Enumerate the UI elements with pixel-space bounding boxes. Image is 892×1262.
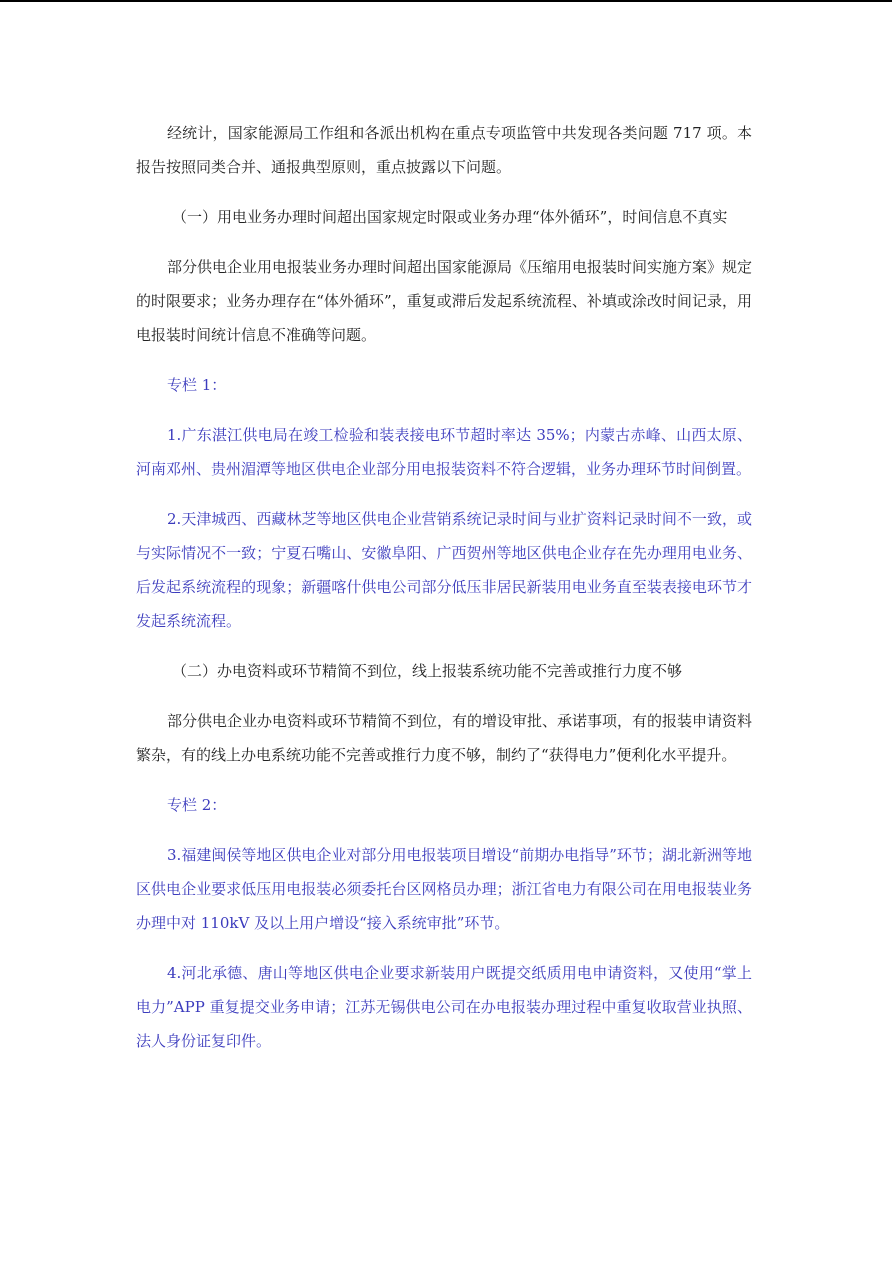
column-label-1: 专栏 1： — [167, 376, 227, 394]
column-item-3: 3.福建闽侯等地区供电企业对部分用电报装项目增设“前期办电指导”环节；湖北新洲等地区供电企业要求低压用电报装必须委托台区网格员办理；浙江省电力有限公司在用电报装业务办理中对 110kV 及以上用户增设“接入系统审批”环节。 — [136, 846, 752, 932]
column-item-1: 1.广东湛江供电局在竣工检验和装表接电环节超时率达 35%；内蒙古赤峰、山西太原、河南邓州、贵州湄潭等地区供电企业部分用电报装资料不符合逻辑，业务办理环节时间倒置。 — [136, 426, 752, 478]
section-heading-1: （一）用电业务办理时间超出国家规定时限或业务办理“体外循环”，时间信息不真实 — [172, 208, 728, 226]
column-label-2: 专栏 2： — [167, 796, 227, 814]
top-border-line — [0, 0, 892, 2]
paragraph-summary: 经统计，国家能源局工作组和各派出机构在重点专项监管中共发现各类问题 717 项。本报告按照同类合并、通报典型原则，重点披露以下问题。 — [136, 124, 752, 176]
paragraph-section-2: 部分供电企业办电资料或环节精简不到位，有的增设审批、承诺事项，有的报装申请资料繁杂，有的线上办电系统功能不完善或推行力度不够，制约了“获得电力”便利化水平提升。 — [136, 712, 753, 764]
section-heading-2: （二）办电资料或环节精简不到位，线上报装系统功能不完善或推行力度不够 — [172, 662, 683, 680]
paragraph-section-1: 部分供电企业用电报装业务办理时间超出国家能源局《压缩用电报装时间实施方案》规定的时限要求；业务办理存在“体外循环”，重复或滞后发起系统流程、补填或涂改时间记录，用电报装时间统计信息不准确等问题。 — [136, 258, 753, 344]
column-item-2: 2.天津城西、西藏林芝等地区供电企业营销系统记录时间与业扩资料记录时间不一致，或与实际情况不一致；宁夏石嘴山、安徽阜阳、广西贺州等地区供电企业存在先办理用电业务、后发起系统流程的现象；新疆喀什供电公司部分低压非居民新装用电业务直至装表接电环节才发起系统流程。 — [136, 510, 752, 630]
document-page — [136, 116, 752, 1058]
column-item-4: 4.河北承德、唐山等地区供电企业要求新装用户既提交纸质用电申请资料，又使用“掌上电力”APP 重复提交业务申请；江苏无锡供电公司在办电报装办理过程中重复收取营业执照、法人身份证复印件。 — [136, 964, 752, 1050]
